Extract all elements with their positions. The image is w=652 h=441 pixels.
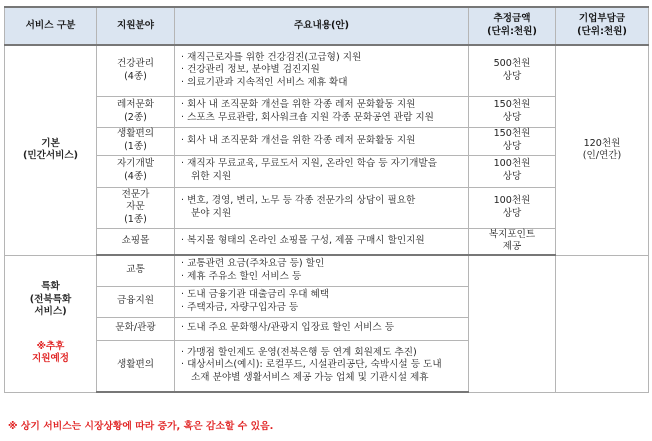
content-line: · 의료기관과 지속적인 서비스 제휴 확대 <box>181 77 348 89</box>
category-basic <box>5 45 97 255</box>
area-label: 레저문화 (2종) <box>116 98 155 123</box>
area-cell <box>97 127 175 155</box>
content-cell <box>175 187 469 228</box>
header-support-area: 지원분야 <box>97 7 175 45</box>
content-line: · 회사 내 조직문화 개선을 위한 각종 레저 문화활동 지원 <box>181 98 416 110</box>
table-row <box>5 127 649 155</box>
header-service-category: 서비스 구분 <box>5 7 97 45</box>
category-basic-label: 기본 (민간서비스) <box>22 137 79 162</box>
category-special <box>5 255 97 392</box>
amount-cell <box>469 45 556 96</box>
amount-cell <box>469 96 556 127</box>
content-line: 소재 분야별 생활서비스 제공 가능 업체 및 기관시설 제휴 <box>191 372 429 384</box>
content-line: · 스포츠 무료관람, 회사워크숍 지원 각종 문화공연 관람 지원 <box>181 111 434 123</box>
content-line: · 건강관리 정보, 분야별 검진지원 <box>181 64 320 76</box>
amount-cell <box>469 187 556 228</box>
area-label: 전문가 자문 (1종) <box>121 188 150 225</box>
table-row <box>5 187 649 228</box>
amount-cell <box>469 127 556 155</box>
area-label: 자기개발 (4종) <box>116 158 155 182</box>
content-cell <box>175 286 469 317</box>
area-label: 금융지원 <box>116 295 155 307</box>
content-cell <box>175 340 469 392</box>
area-cell <box>97 255 175 286</box>
area-label: 문화/관광 <box>115 322 156 334</box>
amount-label: 150천원 상당 <box>493 98 531 123</box>
header-estimated-amount <box>469 7 556 45</box>
table-row <box>5 228 649 255</box>
area-cell <box>97 96 175 127</box>
content-line: · 도내 주요 문화행사/관광지 입장료 할인 서비스 등 <box>181 322 394 334</box>
content-line: · 주택자금, 자량구입자금 등 <box>181 301 299 313</box>
amount-cell <box>469 155 556 187</box>
content-line: 위한 지원 <box>191 171 232 182</box>
header-estimated-amount-text: 추정금액 (단위:천원) <box>487 13 537 37</box>
area-cell <box>97 45 175 96</box>
area-cell <box>97 187 175 228</box>
area-label: 건강관리 (4종) <box>116 58 155 82</box>
area-label: 생활편의 <box>116 359 155 371</box>
company-share-cell <box>556 45 649 255</box>
amount-cell <box>469 228 556 255</box>
content-cell <box>175 155 469 187</box>
area-label: 교통 <box>126 264 145 276</box>
content-line: · 제휴 주유소 할인 서비스 등 <box>181 270 302 282</box>
table-row <box>5 96 649 127</box>
amount-cell-empty <box>469 255 556 392</box>
content-line: · 재직근로자를 위한 건강검진(고급형) 지원 <box>181 51 362 63</box>
content-cell <box>175 45 469 96</box>
content-cell <box>175 255 469 286</box>
amount-label: 복지포인트 제공 <box>488 228 536 253</box>
category-special-label: 특화 (전북특화 서비스) <box>29 281 72 318</box>
service-table <box>4 6 649 393</box>
content-line: · 복지몰 형태의 온라인 쇼핑몰 구성, 제품 구매시 할인지원 <box>181 234 425 246</box>
content-line: · 재직자 무료교육, 무료도서 지원, 온라인 학습 등 자기개발을 <box>181 158 437 170</box>
content-line: · 교통관련 요금(주차요금 등) 할인 <box>181 258 325 270</box>
future-support-note: ※추후 지원예정 <box>31 340 70 365</box>
content-line: · 변호, 경영, 변리, 노무 등 각종 전문가의 상담이 필요한 <box>181 194 416 206</box>
header-row <box>5 7 649 45</box>
area-cell <box>97 155 175 187</box>
area-cell <box>97 286 175 317</box>
amount-label: 100천원 상당 <box>493 158 531 182</box>
content-line: · 도내 금융기관 대출금리 우대 혜택 <box>181 288 330 300</box>
header-company-share-text: 기업부담금 (단위:천원) <box>577 13 627 37</box>
content-line: 분야 지원 <box>191 207 232 219</box>
content-cell <box>175 228 469 255</box>
header-company-share <box>556 7 649 45</box>
content-line: · 대상서비스(예시): 로컬푸드, 시설관리공단, 숙박시설 등 도내 <box>181 359 442 371</box>
area-label: 쇼핑몰 <box>121 234 150 246</box>
company-share-value: 120천원 (인/연간) <box>582 137 622 162</box>
footnote: ※ 상기 서비스는 시장상황에 따라 증가, 혹은 감소할 수 있음. <box>8 421 274 432</box>
company-share-cell-empty <box>556 255 649 392</box>
content-line: · 회사 내 조직문화 개선을 위한 각종 레저 문화활동 지원 <box>181 134 416 146</box>
area-cell <box>97 340 175 392</box>
table-row <box>5 255 649 286</box>
amount-label: 150천원 상당 <box>493 128 531 152</box>
area-label: 생활편의 (1종) <box>116 128 155 152</box>
amount-label: 500천원 상당 <box>493 58 531 82</box>
amount-label: 100천원 상당 <box>493 194 531 219</box>
content-line: · 가맹점 할인제도 운영(전북은행 등 연계 회원제도 추진) <box>181 346 417 358</box>
content-cell <box>175 317 469 340</box>
table-row <box>5 155 649 187</box>
area-cell <box>97 228 175 255</box>
content-cell <box>175 96 469 127</box>
table-row <box>5 45 649 96</box>
area-cell <box>97 317 175 340</box>
header-main-content: 주요내용(안) <box>175 7 469 45</box>
content-cell <box>175 127 469 155</box>
